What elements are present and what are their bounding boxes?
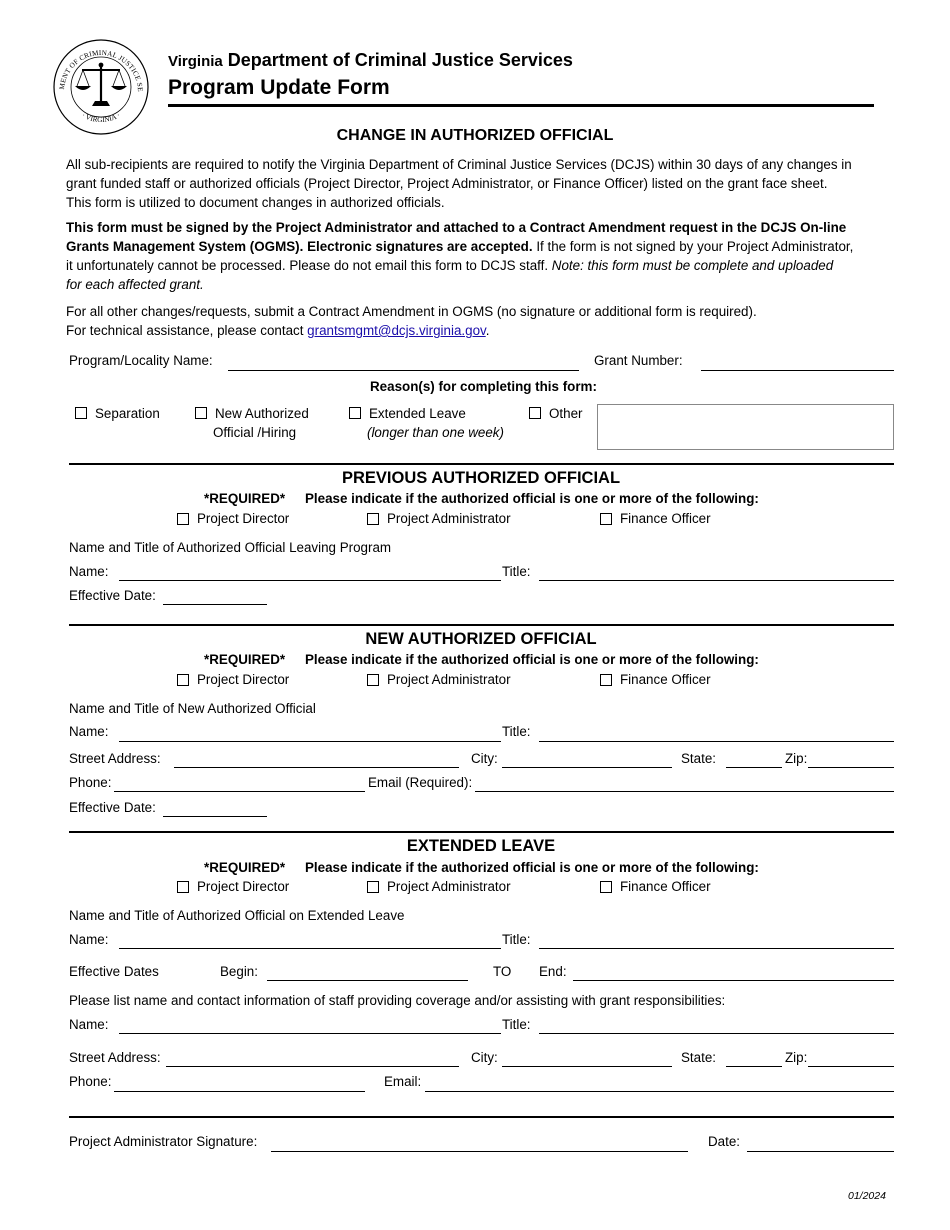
new-effective-date-label: Effective Date:	[69, 800, 156, 815]
section-rule	[69, 1116, 894, 1118]
new-phone-label: Phone:	[69, 775, 112, 790]
locality-label: Program/Locality Name:	[69, 353, 213, 368]
ext-phone-input[interactable]	[114, 1091, 365, 1092]
prev-effective-date-input[interactable]	[163, 604, 267, 605]
ext-title-label: Title:	[502, 932, 531, 947]
prev-project-administrator-label: Project Administrator	[387, 511, 511, 526]
section-rule	[69, 624, 894, 626]
intro-paragraph-1	[66, 155, 896, 212]
header-agency	[168, 50, 573, 72]
ext-begin-label: Begin:	[220, 964, 258, 979]
reason-separation-checkbox[interactable]	[75, 407, 87, 419]
ext-coverage-name-label: Name:	[69, 1017, 109, 1032]
new-official-subheading: Name and Title of New Authorized Official	[69, 701, 316, 716]
new-project-administrator-checkbox[interactable]	[367, 674, 379, 686]
ext-email-label: Email:	[384, 1074, 422, 1089]
prev-project-director-label: Project Director	[197, 511, 290, 526]
form-version: 01/2024	[848, 1190, 886, 1202]
ext-name-label: Name:	[69, 932, 109, 947]
new-state-label: State:	[681, 751, 716, 766]
new-effective-date-input[interactable]	[163, 816, 267, 817]
ext-city-input[interactable]	[502, 1066, 672, 1067]
previous-subheading: Name and Title of Authorized Official Leaving Program	[69, 540, 392, 555]
reasons-heading: Reason(s) for completing this form:	[370, 379, 597, 394]
reason-new-official-checkbox[interactable]	[195, 407, 207, 419]
reason-other-label: Other	[549, 406, 583, 421]
ext-state-input[interactable]	[726, 1066, 782, 1067]
intro-p3-line-1: For all other changes/requests, submit a Contract Amendment in OGMS (no signature or additional form is required).	[66, 304, 757, 319]
prev-name-label: Name:	[69, 564, 109, 579]
intro-p2-rest-2: If the form is not signed by your Project Administrator,	[532, 239, 854, 254]
ext-phone-label: Phone:	[69, 1074, 112, 1089]
grant-number-input[interactable]	[701, 370, 894, 371]
reason-other-checkbox[interactable]	[529, 407, 541, 419]
intro-p1-line-3: This form is utilized to document changes in authorized officials.	[66, 195, 445, 210]
department-name: Department of Criminal Justice Services	[227, 50, 573, 70]
roles-instruction: Please indicate if the authorized official is one or more of the following:	[305, 860, 759, 875]
extended-subheading: Name and Title of Authorized Official on Extended Leave	[69, 908, 405, 923]
new-street-label: Street Address:	[69, 751, 161, 766]
intro-p3-suffix: .	[485, 323, 490, 338]
section-rule	[69, 463, 894, 465]
new-title-input[interactable]	[539, 741, 894, 742]
new-name-label: Name:	[69, 724, 109, 739]
required-label: *REQUIRED*	[204, 491, 286, 506]
reason-separation-label: Separation	[95, 406, 160, 421]
new-project-director-label: Project Director	[197, 672, 290, 687]
prev-finance-officer-label: Finance Officer	[620, 511, 711, 526]
intro-paragraph-3	[66, 302, 896, 340]
intro-heading: CHANGE IN AUTHORIZED OFFICIAL	[336, 127, 614, 144]
seal-text-top: MENT OF CRIMINAL JUSTICE SE	[57, 48, 145, 92]
ext-coverage-title-label: Title:	[502, 1017, 531, 1032]
intro-paragraph-2	[66, 218, 896, 294]
intro-p2-line-4: for each affected grant.	[66, 277, 204, 292]
ext-street-label: Street Address:	[69, 1050, 161, 1065]
new-email-input[interactable]	[475, 791, 894, 792]
prev-name-input[interactable]	[119, 580, 501, 581]
reason-extended-leave-label-1: Extended Leave	[369, 406, 466, 421]
ext-project-administrator-checkbox[interactable]	[367, 881, 379, 893]
intro-p1-line-1: All sub-recipients are required to notify the Virginia Department of Criminal Justice Services (DCJS) within 30 days of any changes in	[66, 157, 852, 172]
roles-instruction: Please indicate if the authorized official is one or more of the following:	[305, 491, 759, 506]
new-email-label: Email (Required):	[368, 775, 473, 790]
seal-text-bottom: · VIRGINIA ·	[80, 111, 122, 125]
prev-title-label: Title:	[502, 564, 531, 579]
ext-coverage-text: Please list name and contact information of staff providing coverage and/or assisting with grant responsibilities:	[69, 993, 726, 1008]
new-street-input[interactable]	[174, 767, 459, 768]
ext-finance-officer-label: Finance Officer	[620, 879, 711, 894]
ext-name-input[interactable]	[119, 948, 501, 949]
reason-new-official-label-2: Official /Hiring	[213, 425, 297, 440]
signature-label: Project Administrator Signature:	[69, 1134, 258, 1149]
ext-zip-label: Zip:	[785, 1050, 808, 1065]
grant-number-label: Grant Number:	[594, 353, 683, 368]
ext-project-director-label: Project Director	[197, 879, 290, 894]
intro-p2-line-1: This form must be signed by the Project Administrator and attached to a Contract Amendment request in the DCJS On-line	[66, 220, 847, 235]
required-label: *REQUIRED*	[204, 860, 286, 875]
intro-p1-line-2: grant funded staff or authorized officials (Project Director, Project Administrator, or Finance Officer) listed on the grant face sheet.	[66, 176, 828, 191]
new-phone-input[interactable]	[114, 791, 365, 792]
extended-leave-heading: EXTENDED LEAVE	[406, 837, 556, 855]
ext-zip-input[interactable]	[808, 1066, 894, 1067]
section-rule	[69, 831, 894, 833]
locality-input[interactable]	[228, 370, 579, 371]
reason-extended-leave-label-2: (longer than one week)	[367, 425, 504, 440]
svg-text:· VIRGINIA ·	[81, 111, 122, 124]
svg-text:DEPARTMENT OF CRIMINAL JUSTICE	[52, 38, 144, 92]
new-zip-label: Zip:	[785, 751, 808, 766]
prev-project-administrator-checkbox[interactable]	[367, 513, 379, 525]
new-zip-input[interactable]	[808, 767, 894, 768]
new-city-input[interactable]	[502, 767, 672, 768]
new-title-label: Title:	[502, 724, 531, 739]
new-finance-officer-checkbox[interactable]	[600, 674, 612, 686]
ext-state-label: State:	[681, 1050, 716, 1065]
ext-title-input[interactable]	[539, 948, 894, 949]
new-state-input[interactable]	[726, 767, 782, 768]
prev-finance-officer-checkbox[interactable]	[600, 513, 612, 525]
roles-instruction: Please indicate if the authorized official is one or more of the following:	[305, 652, 759, 667]
prev-project-director-checkbox[interactable]	[177, 513, 189, 525]
ext-finance-officer-checkbox[interactable]	[600, 881, 612, 893]
ext-project-administrator-label: Project Administrator	[387, 879, 511, 894]
ext-street-input[interactable]	[166, 1066, 459, 1067]
prev-effective-date-label: Effective Date:	[69, 588, 156, 603]
intro-p2-bold-2: Grants Management System (OGMS). Electronic signatures are accepted.	[66, 239, 533, 254]
reason-other-input[interactable]	[597, 404, 894, 450]
signature-date-input[interactable]	[747, 1151, 894, 1152]
new-official-heading: NEW AUTHORIZED OFFICIAL	[365, 630, 597, 648]
ext-project-director-checkbox[interactable]	[177, 881, 189, 893]
ext-begin-input[interactable]	[267, 980, 468, 981]
signature-input[interactable]	[271, 1151, 688, 1152]
ext-email-input[interactable]	[425, 1091, 894, 1092]
new-project-director-checkbox[interactable]	[177, 674, 189, 686]
contact-email-link[interactable]: grantsmgmt@dcjs.virginia.gov	[307, 323, 486, 338]
form-title: Program Update Form	[168, 76, 390, 99]
new-finance-officer-label: Finance Officer	[620, 672, 711, 687]
ext-coverage-title-input[interactable]	[539, 1033, 894, 1034]
previous-heading: PREVIOUS AUTHORIZED OFFICIAL	[341, 469, 621, 487]
ext-end-input[interactable]	[573, 980, 894, 981]
signature-date-label: Date:	[708, 1134, 741, 1149]
state-name: Virginia	[168, 53, 223, 70]
dcjs-seal	[52, 38, 150, 136]
intro-p2-note: Note: this form must be complete and uploaded	[551, 258, 834, 273]
ext-end-label: End:	[539, 964, 567, 979]
intro-p3-prefix: For technical assistance, please contact	[66, 323, 308, 338]
reason-extended-leave-checkbox[interactable]	[349, 407, 361, 419]
intro-p2-line-3: it unfortunately cannot be processed. Please do not email this form to DCJS staff.	[66, 258, 552, 273]
ext-to-label: TO	[493, 964, 512, 979]
prev-title-input[interactable]	[539, 580, 894, 581]
ext-effective-dates-label: Effective Dates	[69, 964, 159, 979]
header-rule	[168, 104, 874, 107]
ext-coverage-name-input[interactable]	[119, 1033, 501, 1034]
reason-new-official-label-1: New Authorized	[215, 406, 309, 421]
ext-city-label: City:	[471, 1050, 498, 1065]
new-city-label: City:	[471, 751, 498, 766]
new-name-input[interactable]	[119, 741, 501, 742]
required-label: *REQUIRED*	[204, 652, 286, 667]
new-project-administrator-label: Project Administrator	[387, 672, 511, 687]
